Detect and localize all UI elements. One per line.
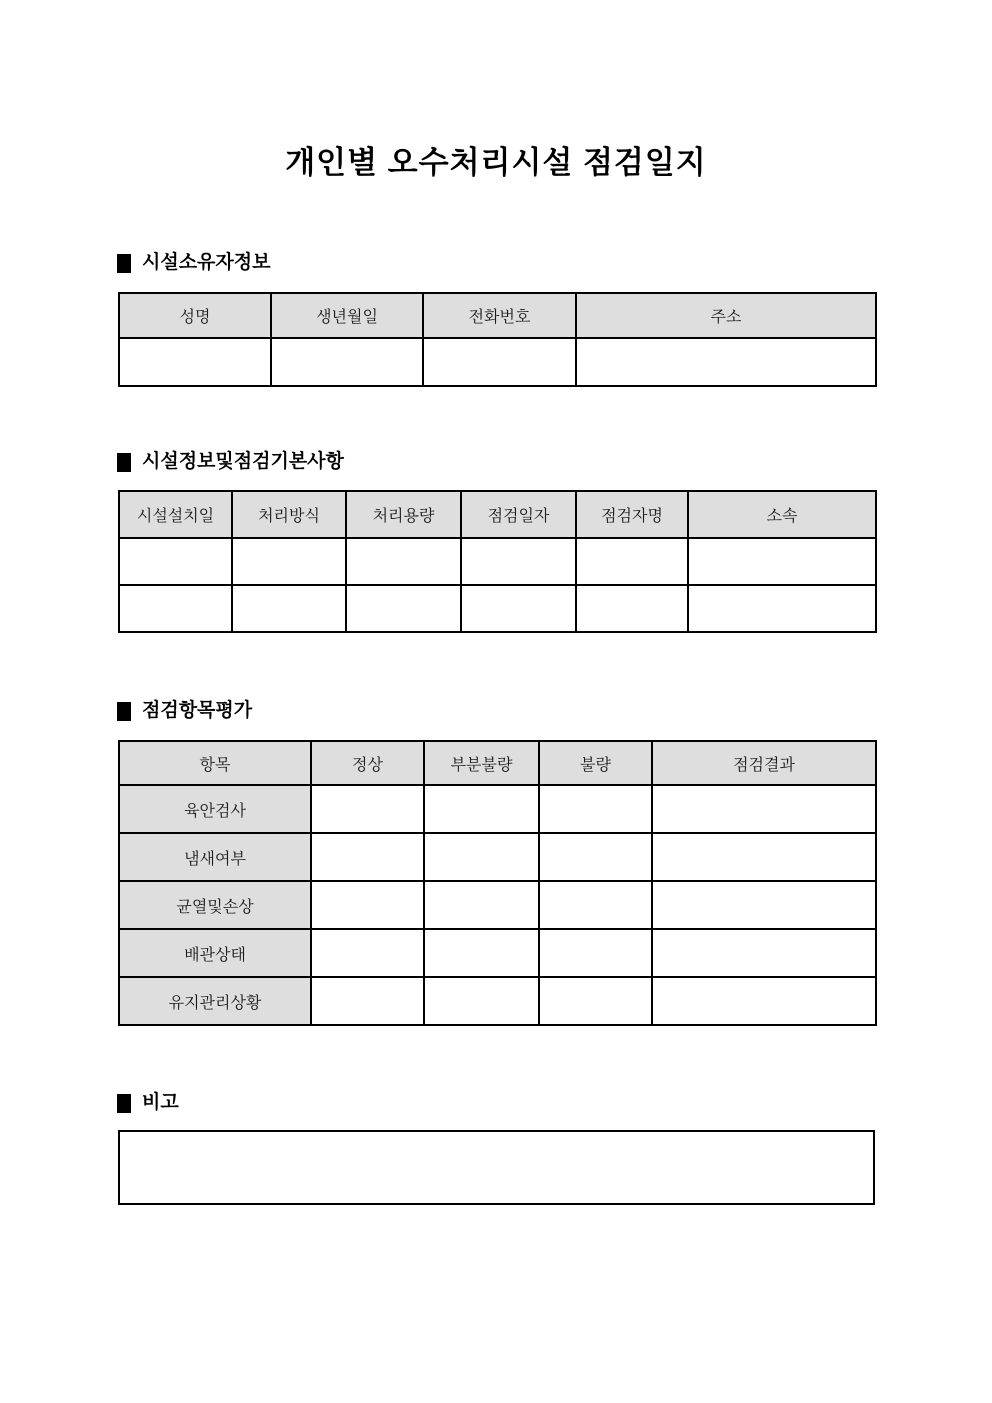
col-header-address: 주소 [576, 293, 876, 338]
cell-inspection-result [652, 833, 876, 881]
cell-partial-defect [424, 881, 539, 929]
cell-normal [311, 833, 424, 881]
col-header-normal: 정상 [311, 741, 424, 785]
evaluation-header-row [119, 741, 876, 785]
section-marker-icon [117, 453, 131, 472]
cell-defect [539, 929, 652, 977]
cell-partial-defect [424, 833, 539, 881]
section-heading-facility-info [117, 451, 344, 473]
row-label-odor: 냄새여부 [119, 833, 311, 881]
owner-header-row [119, 293, 876, 338]
section-heading-remarks [117, 1092, 179, 1114]
col-header-treatment-capacity: 처리용량 [346, 491, 461, 538]
cell-inspection-result [652, 785, 876, 833]
cell-partial-defect [424, 785, 539, 833]
section-heading-label: 비고 [142, 1092, 179, 1113]
evaluation-row-crack-damage [119, 881, 876, 929]
section-heading-label: 시설소유자정보 [142, 252, 271, 273]
col-header-inspection-result: 점검결과 [652, 741, 876, 785]
cell-inspector-name [576, 585, 688, 632]
row-label-maintenance-status: 유지관리상황 [119, 977, 311, 1025]
col-header-item: 항목 [119, 741, 311, 785]
cell-birthdate [271, 338, 423, 386]
cell-defect [539, 881, 652, 929]
col-header-inspector-name: 점검자명 [576, 491, 688, 538]
col-header-birthdate: 생년월일 [271, 293, 423, 338]
col-header-treatment-method: 처리방식 [232, 491, 346, 538]
cell-defect [539, 977, 652, 1025]
cell-inspection-date [461, 538, 576, 585]
cell-name [119, 338, 271, 386]
cell-treatment-method [232, 585, 346, 632]
section-heading-label: 점검항목평가 [142, 700, 253, 721]
cell-install-date [119, 538, 232, 585]
facility-data-row [119, 585, 876, 632]
cell-inspection-date [461, 585, 576, 632]
cell-affiliation [688, 538, 876, 585]
cell-defect [539, 785, 652, 833]
cell-normal [311, 929, 424, 977]
cell-normal [311, 881, 424, 929]
cell-treatment-capacity [346, 538, 461, 585]
facility-data-row [119, 538, 876, 585]
cell-treatment-method [232, 538, 346, 585]
row-label-visual-inspection: 육안검사 [119, 785, 311, 833]
cell-treatment-capacity [346, 585, 461, 632]
cell-normal [311, 785, 424, 833]
facility-info-table [118, 490, 877, 633]
section-heading-label: 시설정보및점검기본사항 [142, 451, 344, 472]
cell-partial-defect [424, 929, 539, 977]
cell-affiliation [688, 585, 876, 632]
cell-install-date [119, 585, 232, 632]
facility-header-row [119, 491, 876, 538]
evaluation-row-pipe-condition [119, 929, 876, 977]
evaluation-row-maintenance-status [119, 977, 876, 1025]
evaluation-row-visual-inspection [119, 785, 876, 833]
section-marker-icon [117, 254, 131, 273]
cell-inspection-result [652, 929, 876, 977]
row-label-crack-damage: 균열및손상 [119, 881, 311, 929]
owner-info-table [118, 292, 877, 387]
cell-normal [311, 977, 424, 1025]
owner-data-row [119, 338, 876, 386]
remarks-box [118, 1130, 875, 1205]
document-title: 개인별 오수처리시설 점검일지 [285, 145, 707, 180]
section-marker-icon [117, 702, 131, 721]
section-marker-icon [117, 1094, 131, 1113]
col-header-affiliation: 소속 [688, 491, 876, 538]
row-label-pipe-condition: 배관상태 [119, 929, 311, 977]
evaluation-row-odor [119, 833, 876, 881]
col-header-install-date: 시설설치일 [119, 491, 232, 538]
section-heading-owner-info [117, 252, 270, 274]
cell-inspection-result [652, 977, 876, 1025]
col-header-partial-defect: 부분불량 [424, 741, 539, 785]
col-header-defect: 불량 [539, 741, 652, 785]
evaluation-table [118, 740, 877, 1026]
section-heading-evaluation [117, 700, 252, 722]
cell-inspection-result [652, 881, 876, 929]
col-header-inspection-date: 점검일자 [461, 491, 576, 538]
cell-defect [539, 833, 652, 881]
col-header-name: 성명 [119, 293, 271, 338]
col-header-phone: 전화번호 [423, 293, 576, 338]
cell-phone [423, 338, 576, 386]
cell-partial-defect [424, 977, 539, 1025]
cell-inspector-name [576, 538, 688, 585]
cell-address [576, 338, 876, 386]
